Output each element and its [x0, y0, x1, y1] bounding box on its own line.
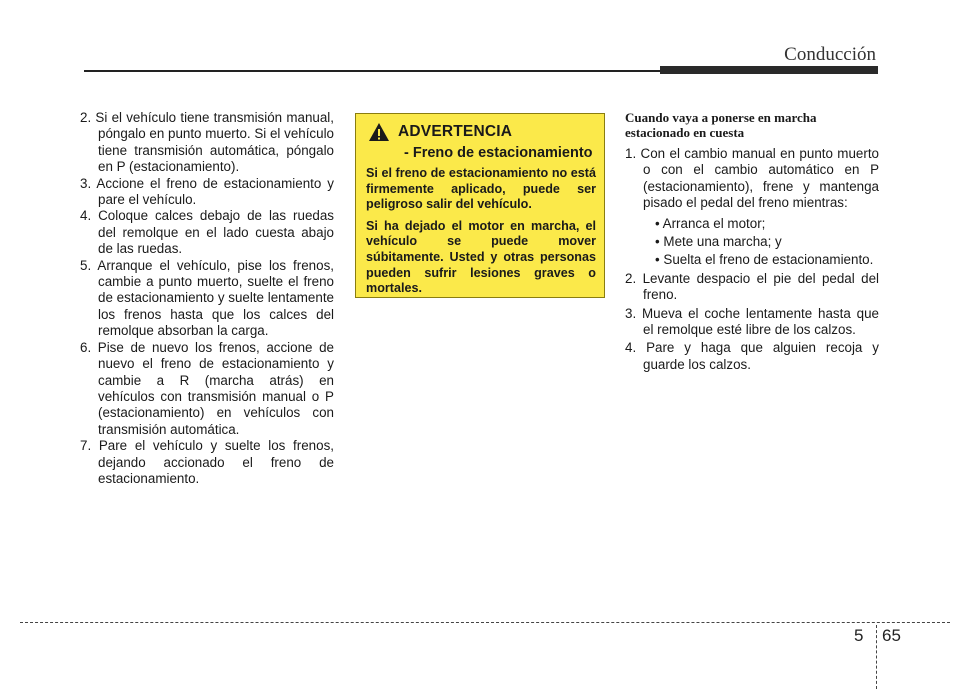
step-list-left — [80, 110, 334, 487]
bullet-item: • Suelta el freno de estacionamiento. — [655, 252, 874, 268]
warning-title: ADVERTENCIA — [398, 123, 513, 140]
footer-divider — [876, 625, 877, 689]
list-item — [625, 146, 879, 269]
section-heading: Cuando vaya a ponerse en marcha estacionado en cuesta — [625, 110, 817, 140]
list-item: 2. Levante despacio el pie del pedal del freno. — [625, 270, 879, 303]
bullet-item: • Mete una marcha; y — [655, 234, 782, 250]
list-item: 4. Pare y haga que alguien recoja y guarde los calzos. — [625, 340, 879, 372]
header-rule-bar — [660, 66, 878, 74]
step-list-right — [625, 146, 879, 373]
bullet-item: • Arranca el motor; — [655, 215, 766, 231]
list-item: 5. Arranque el vehículo, pise los frenos, cambie a punto muerto, suelte el freno de estacionamiento y suelte lentamente los frenos hasta que los calces del remolque absorban la carga. — [80, 257, 334, 339]
header-rule — [84, 70, 664, 72]
warning-triangle-icon — [368, 122, 390, 142]
bullet-list — [643, 216, 879, 269]
list-item: 2. Si el vehículo tiene transmisión manual, póngalo en punto muerto. Si el vehículo tiene transmisión automática, póngalo en P (estacionamiento). — [80, 110, 334, 175]
page-number: 65 — [882, 626, 901, 645]
section-title: Conducción — [784, 44, 876, 65]
list-item: 6. Pise de nuevo los frenos, accione de nuevo el freno de estacionamiento y cambie a R (marcha atrás) en vehículos con transmisión manual o P (estacionamiento) en vehículos con transmisión automática. — [80, 339, 334, 437]
warning-header — [366, 122, 596, 162]
warning-box — [355, 113, 605, 298]
list-item: 4. Coloque calces debajo de las ruedas del remolque en el lado cuesta abajo de las ruedas. — [80, 208, 334, 257]
list-item: 7. Pare el vehículo y suelte los frenos, dejando accionado el freno de estacionamiento. — [80, 438, 334, 486]
warning-paragraph: Si el freno de estacionamiento no está firmemente aplicado, puede ser peligroso salir del vehículo. — [366, 166, 596, 212]
chapter-number: 5 — [854, 626, 864, 645]
list-item: 3. Accione el freno de estacionamiento y pare el vehículo. — [80, 175, 334, 208]
list-item: 3. Mueva el coche lentamente hasta que el remolque esté libre de los calzos. — [625, 305, 879, 338]
warning-paragraph: Si ha dejado el motor en marcha, el vehículo se puede mover súbitamente. Usted y otras personas pueden sufrir lesiones graves o mortales. — [366, 218, 596, 296]
right-column — [625, 110, 879, 375]
warning-subtitle: - Freno de estacionamiento — [404, 145, 593, 161]
footer-rule — [20, 622, 950, 623]
step-text: 1. Con el cambio manual en punto muerto o con el cambio automático en P (estacionamiento), frene y mantenga pisado el pedal del freno mientras: — [625, 146, 879, 211]
left-column — [80, 110, 334, 487]
